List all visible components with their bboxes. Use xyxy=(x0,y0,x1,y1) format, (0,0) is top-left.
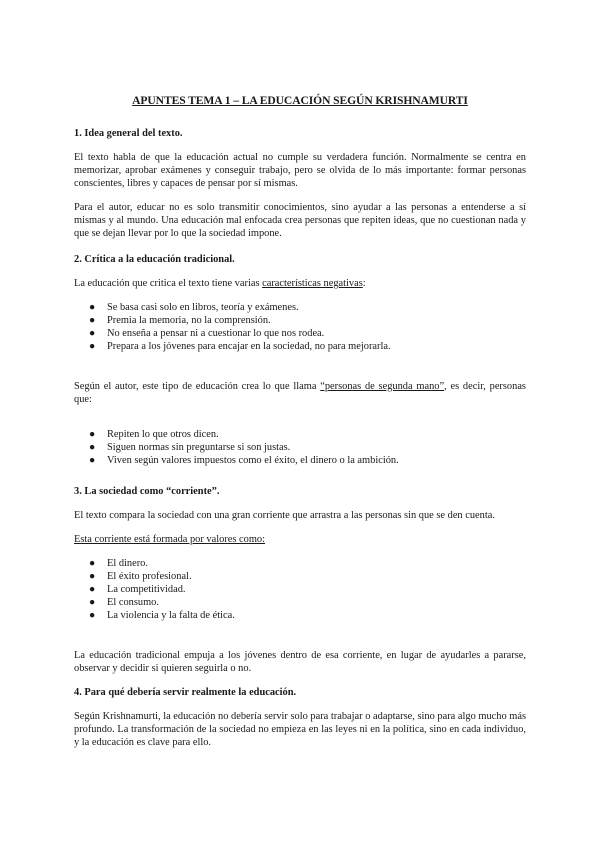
list-item-text: Prepara a los jóvenes para encajar en la sociedad, no para mejorarla. xyxy=(107,341,391,352)
list-item xyxy=(74,570,526,583)
section-2-intro xyxy=(74,277,526,290)
section-4-heading: 4. Para qué debería servir realmente la educación. xyxy=(74,687,297,698)
bullet-icon: ● xyxy=(89,584,96,595)
list-item xyxy=(74,301,526,314)
list-item xyxy=(74,583,526,596)
section-2-intro-text: La educación que critica el texto tiene varias xyxy=(74,278,263,289)
list-item-text: No enseña a pensar ni a cuestionar lo que nos rodea. xyxy=(107,328,325,339)
list-item xyxy=(74,557,526,570)
list-item-text: Viven según valores impuestos como el éxito, el dinero o la ambición. xyxy=(107,455,399,466)
list-item-text: La competitividad. xyxy=(107,584,186,595)
bullet-icon: ● xyxy=(89,610,96,621)
list-item-text: Se basa casi solo en libros, teoría y exámenes. xyxy=(107,302,299,313)
section-2-paragraph-2-text: Según el autor, este tipo de educación crea lo que llama xyxy=(74,381,321,392)
list-item-text: El éxito profesional. xyxy=(107,571,192,582)
section-3-paragraph-1: El texto compara la sociedad con una gran corriente que arrastra a las personas sin que se den cuenta. xyxy=(74,510,495,521)
list-item xyxy=(74,609,526,622)
section-3-bullet-list xyxy=(74,557,526,622)
bullet-icon: ● xyxy=(89,315,96,326)
section-2-paragraph-2-end: , es decir, personas que: xyxy=(74,381,526,405)
section-1-paragraph-1: El texto habla de que la educación actual no cumple su verdadera función. Normalmente se centra en memorizar, aprobar exámenes y conseguir trabajo, pero se olvida de lo más importante: formar personas conscientes, libres y capaces de pensar por sí mismas. xyxy=(74,152,526,189)
list-item xyxy=(74,441,526,454)
bullet-icon: ● xyxy=(89,302,96,313)
section-2-bullet-list xyxy=(74,301,526,353)
spacer xyxy=(74,353,526,380)
section-4-paragraph-1: Según Krishnamurti, la educación no debería servir solo para trabajar o adaptarse, sino para algo mucho más profundo. La transformación de la sociedad no empieza en las leyes ni en la política, sino en cada individuo, y la educación es clave para ello. xyxy=(74,711,526,748)
list-item xyxy=(74,428,526,441)
section-2-intro-underlined: características negativas xyxy=(262,278,363,289)
bullet-icon: ● xyxy=(89,442,96,453)
bullet-icon: ● xyxy=(89,597,96,608)
bullet-icon: ● xyxy=(89,328,96,339)
spacer xyxy=(74,417,526,428)
list-item xyxy=(74,314,526,327)
bullet-icon: ● xyxy=(89,341,96,352)
document-page xyxy=(74,94,526,760)
spacer xyxy=(74,467,526,485)
section-3-paragraph-3: La educación tradicional empuja a los jóvenes dentro de esa corriente, en lugar de ayudarles a pararse, observar y decidir si quieren seguirla o no. xyxy=(74,650,526,674)
section-3-heading: 3. La sociedad como “corriente”. xyxy=(74,486,220,497)
bullet-icon: ● xyxy=(89,429,96,440)
page-title: APUNTES TEMA 1 – LA EDUCACIÓN SEGÚN KRISHNAMURTI xyxy=(132,94,468,107)
list-item-text: La violencia y la falta de ética. xyxy=(107,610,235,621)
section-1-paragraph-2: Para el autor, educar no es solo transmitir conocimientos, sino ayudar a las personas a entenderse a sí mismas y al mundo. Una educación mal enfocada crea personas que repiten ideas, que no cuestionan nada y que se dejan llevar por lo que la sociedad impone. xyxy=(74,202,526,239)
bullet-icon: ● xyxy=(89,571,96,582)
spacer xyxy=(74,622,526,649)
section-3-paragraph-2: Esta corriente está formada por valores como: xyxy=(74,534,265,545)
bullet-icon: ● xyxy=(89,558,96,569)
section-2-intro-colon: : xyxy=(362,278,366,289)
section-2-quote-underlined: “personas de segunda mano” xyxy=(320,381,445,392)
list-item-text: Repiten lo que otros dicen. xyxy=(107,429,219,440)
section-1-heading: 1. Idea general del texto. xyxy=(74,128,183,139)
list-item xyxy=(74,340,526,353)
section-2-bullet-list-2 xyxy=(74,428,526,467)
list-item-text: El consumo. xyxy=(107,597,159,608)
section-2-heading: 2. Crítica a la educación tradicional. xyxy=(74,254,235,265)
bullet-icon: ● xyxy=(89,455,96,466)
list-item-text: El dinero. xyxy=(107,558,148,569)
list-item-text: Premia la memoria, no la comprensión. xyxy=(107,315,271,326)
section-2-paragraph-2 xyxy=(74,380,526,406)
list-item-text: Siguen normas sin preguntarse si son justas. xyxy=(107,442,291,453)
list-item xyxy=(74,327,526,340)
list-item xyxy=(74,596,526,609)
list-item xyxy=(74,454,526,467)
